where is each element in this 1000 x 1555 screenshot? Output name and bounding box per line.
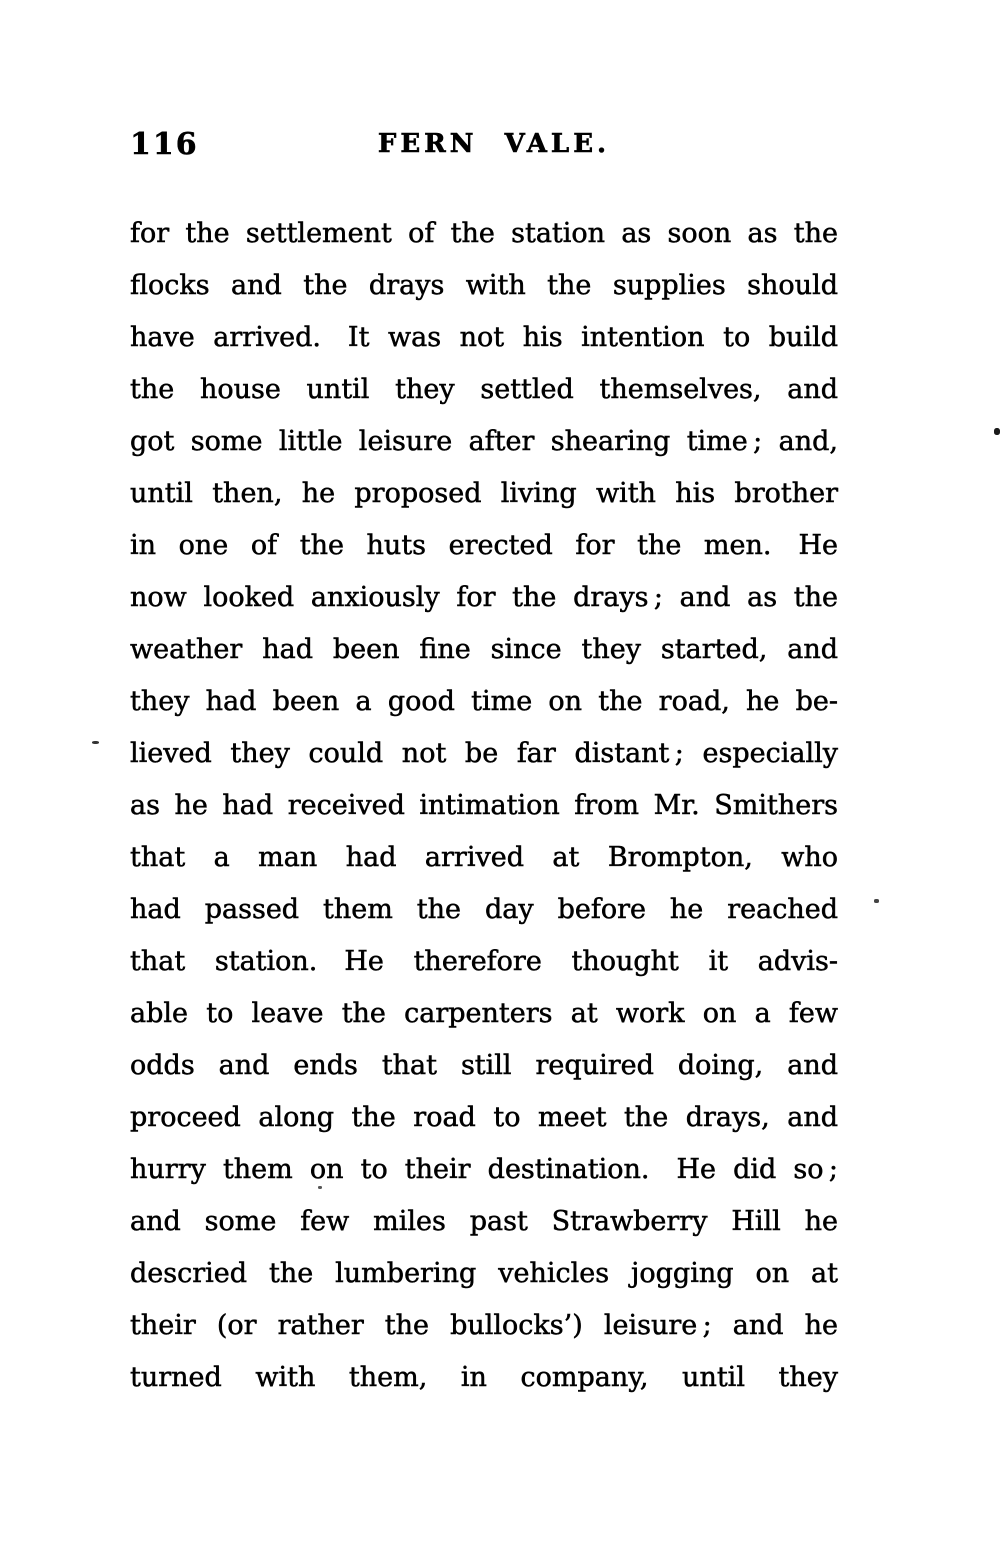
text-line: lieved they could not be far distant ; especially	[130, 738, 838, 769]
text-line: their (or rather the bullocks’) leisure ; and he	[130, 1310, 838, 1341]
text-line: hurry them on to their destination. He did so ;	[130, 1154, 838, 1185]
text-line: got some little leisure after shearing time ; and,	[130, 426, 838, 457]
body-text-block	[130, 208, 838, 1404]
text-line: flocks and the drays with the supplies should	[130, 270, 838, 301]
text-line: as he had received intimation from Mr. Smithers	[130, 790, 838, 821]
scan-edge-speck	[994, 428, 1000, 435]
text-line: in one of the huts erected for the men. He	[130, 530, 838, 561]
text-line: for the settlement of the station as soon as the	[130, 218, 838, 249]
running-head-title: FERN VALE.	[377, 129, 611, 159]
text-line: able to leave the carpenters at work on a few	[130, 998, 838, 1029]
ink-speck	[874, 899, 879, 903]
text-line: that station. He therefore thought it advis-	[130, 946, 838, 977]
text-line: weather had been fine since they started, and	[130, 634, 838, 665]
text-line: proceed along the road to meet the drays, and	[130, 1102, 838, 1133]
text-line: now looked anxiously for the drays ; and as the	[130, 582, 838, 613]
text-line: that a man had arrived at Brompton, who	[130, 842, 838, 873]
text-line: have arrived. It was not his intention to build	[130, 322, 838, 353]
ink-speck	[92, 741, 99, 744]
page-number: 116	[130, 127, 199, 162]
text-line: odds and ends that still required doing, and	[130, 1050, 838, 1081]
text-line: descried the lumbering vehicles jogging on at	[130, 1258, 838, 1289]
page-header	[130, 127, 838, 169]
text-line: they had been a good time on the road, he be-	[130, 686, 838, 717]
ink-speck	[318, 1186, 322, 1189]
text-line: until then, he proposed living with his brother	[130, 478, 838, 509]
text-line: and some few miles past Strawberry Hill he	[130, 1206, 838, 1237]
text-line: had passed them the day before he reached	[130, 894, 838, 925]
text-line: turned with them, in company, until they	[130, 1362, 838, 1393]
text-line: the house until they settled themselves, and	[130, 374, 838, 405]
